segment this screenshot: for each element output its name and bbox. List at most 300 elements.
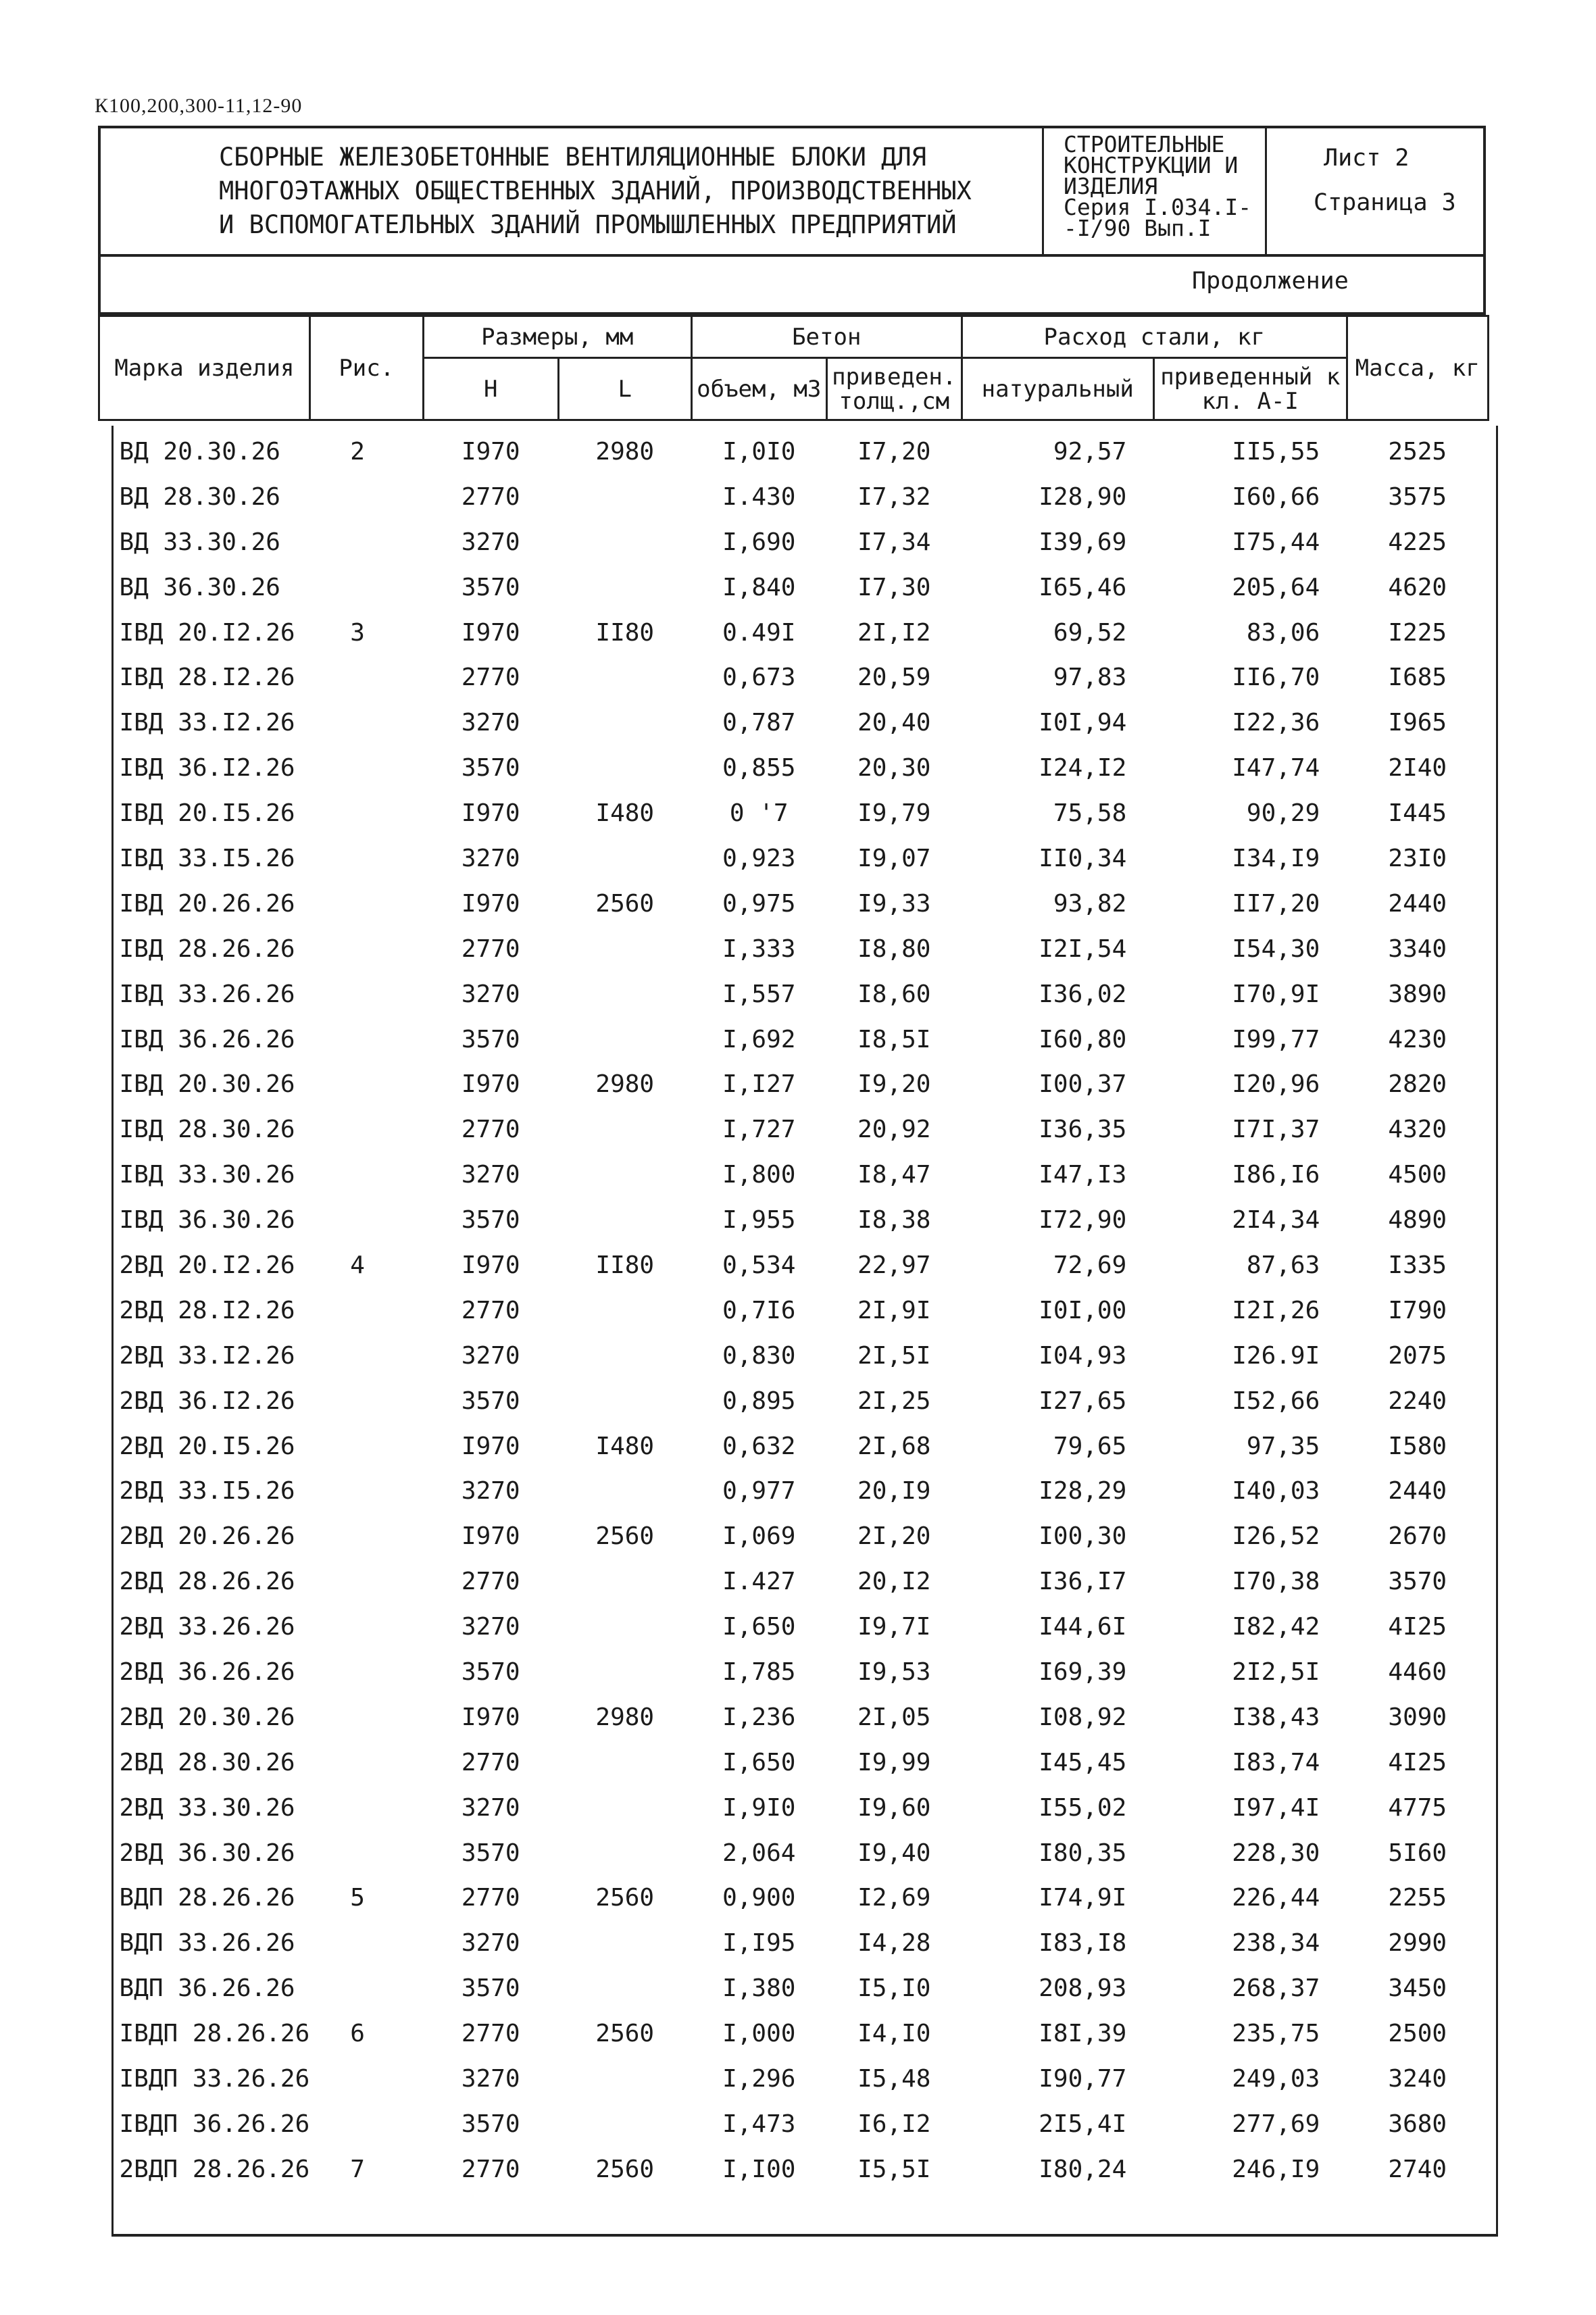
cell-volume: I,I95 <box>722 1929 796 1958</box>
cell-h: 3270 <box>461 2065 520 2093</box>
cell-volume: 0,830 <box>722 1341 796 1370</box>
cell-fig <box>309 1288 423 1333</box>
cell-reduced: I47,74 <box>1232 754 1320 782</box>
cell-reduced: 235,75 <box>1232 2020 1320 2048</box>
table-row <box>99 1649 1489 1695</box>
cell-l <box>558 1197 691 1243</box>
cell-natural: I8I,39 <box>1039 2020 1127 2048</box>
cell-natural: 75,58 <box>1053 799 1127 828</box>
table-row <box>99 2147 1489 2192</box>
cell-natural: I74,9I <box>1039 1884 1127 1912</box>
cell-mark: IВД 20.I5.26 <box>119 799 295 828</box>
table-row <box>99 1017 1489 1062</box>
cell-l <box>558 1966 691 2011</box>
cell-mark: 2ВДП 28.26.26 <box>119 2155 310 2183</box>
cell-h: 3570 <box>461 1206 520 1235</box>
cell-natural: I90,77 <box>1039 2065 1127 2093</box>
cell-mass: I685 <box>1388 664 1447 692</box>
cell-l <box>558 1831 691 1876</box>
cell-volume: I,955 <box>722 1206 796 1235</box>
cell-mark: 2ВД 20.26.26 <box>119 1522 295 1551</box>
cell-mass: 2990 <box>1388 1929 1447 1958</box>
cell-mark: ВД 28.30.26 <box>119 482 280 511</box>
col-volume: объем, м3 <box>691 358 826 420</box>
cell-mass: 2525 <box>1388 437 1447 466</box>
cell-l: 2980 <box>595 1703 655 1731</box>
cell-reduced: 238,34 <box>1232 1929 1320 1958</box>
cell-volume: I,650 <box>722 1613 796 1641</box>
cell-volume: 0,673 <box>722 664 796 692</box>
cell-h: 2770 <box>461 664 520 692</box>
cell-volume: I,333 <box>722 935 796 963</box>
col-reduced-thickness: приведен. толщ.,см <box>826 358 962 420</box>
table-row <box>99 1920 1489 1966</box>
cell-mark: 2ВД 20.I5.26 <box>119 1432 295 1460</box>
cell-l <box>558 1288 691 1333</box>
cell-natural: 92,57 <box>1053 437 1127 466</box>
cell-thickness: I7,30 <box>857 573 931 601</box>
cell-mark: IВД 36.I2.26 <box>119 754 295 782</box>
cell-h: 2770 <box>461 1568 520 1596</box>
table-row <box>99 1966 1489 2011</box>
table-row <box>99 1785 1489 1831</box>
cell-thickness: 20,92 <box>857 1116 931 1144</box>
cell-l <box>558 1920 691 1966</box>
cell-reduced: 2I2,5I <box>1232 1658 1320 1686</box>
cell-fig <box>309 1649 423 1695</box>
cell-h: 3270 <box>461 1477 520 1505</box>
cell-natural: I04,93 <box>1039 1341 1127 1370</box>
table-row <box>99 1740 1489 1785</box>
cell-fig <box>309 1785 423 1831</box>
cell-thickness: I9,53 <box>857 1658 931 1686</box>
cell-natural: I83,I8 <box>1039 1929 1127 1958</box>
cell-reduced: 90,29 <box>1246 799 1320 828</box>
cell-mass: 4I25 <box>1388 1613 1447 1641</box>
cell-volume: I,9I0 <box>722 1793 796 1822</box>
cell-natural: I24,I2 <box>1039 754 1127 782</box>
cell-reduced: 226,44 <box>1232 1884 1320 1912</box>
table-row <box>99 1468 1489 1514</box>
cell-volume: I,296 <box>722 2065 796 2093</box>
cell-mass: I790 <box>1388 1296 1447 1324</box>
cell-volume: 0,7I6 <box>722 1296 796 1324</box>
table-row <box>99 1288 1489 1333</box>
cell-volume: I,650 <box>722 1748 796 1776</box>
cell-l <box>558 1604 691 1649</box>
cell-natural: I27,65 <box>1039 1387 1127 1415</box>
data-table-wrapper <box>98 315 1489 2192</box>
cell-mark: 2ВД 20.I2.26 <box>119 1251 295 1279</box>
table-row <box>99 1559 1489 1604</box>
cell-natural: I2I,54 <box>1039 935 1127 963</box>
cell-fig <box>309 1062 423 1107</box>
title-line: МНОГОЭТАЖНЫХ ОБЩЕСТВЕННЫХ ЗДАНИЙ, ПРОИЗВОДСТВЕННЫХ <box>219 176 972 205</box>
table-row <box>99 836 1489 881</box>
cell-thickness: 20,59 <box>857 664 931 692</box>
cell-l: I480 <box>595 1432 655 1460</box>
cell-h: 2770 <box>461 1116 520 1144</box>
cell-reduced: I26.9I <box>1232 1341 1320 1370</box>
cell-mass: 2075 <box>1388 1341 1447 1370</box>
cell-reduced: I83,74 <box>1232 1748 1320 1776</box>
cell-l: 2560 <box>595 889 655 918</box>
cell-mark: 2ВД 36.26.26 <box>119 1658 295 1686</box>
cell-mark: 2ВД 36.30.26 <box>119 1839 295 1867</box>
cell-mass: 2440 <box>1388 889 1447 918</box>
title-line: И ВСПОМОГАТЕЛЬНЫХ ЗДАНИЙ ПРОМЫШЛЕННЫХ ПРЕДПРИЯТИЙ <box>219 210 957 239</box>
series-line: ИЗДЕЛИЯ <box>1064 173 1158 199</box>
cell-thickness: I8,38 <box>857 1206 931 1235</box>
cell-natural: I36,02 <box>1039 980 1127 1008</box>
cell-fig: 4 <box>350 1251 365 1279</box>
cell-fig <box>309 791 423 836</box>
cell-h: 3570 <box>461 754 520 782</box>
cell-h: 2770 <box>461 482 520 511</box>
table-row <box>99 520 1489 565</box>
cell-mark: IВД 28.26.26 <box>119 935 295 963</box>
cell-l <box>558 700 691 745</box>
cell-fig <box>309 565 423 610</box>
cell-volume: I,069 <box>722 1522 796 1551</box>
cell-volume: I,690 <box>722 528 796 556</box>
cell-h: 2770 <box>461 1296 520 1324</box>
cell-natural: I45,45 <box>1039 1748 1127 1776</box>
cell-thickness: I4,I0 <box>857 2020 931 2048</box>
cell-thickness: I6,I2 <box>857 2110 931 2138</box>
cell-natural: I80,35 <box>1039 1839 1127 1867</box>
col-l: L <box>558 358 691 420</box>
cell-reduced: 205,64 <box>1232 573 1320 601</box>
cell-fig: 6 <box>350 2020 365 2048</box>
cell-fig <box>309 1197 423 1243</box>
cell-thickness: I7,20 <box>857 437 931 466</box>
cell-h: 3270 <box>461 1929 520 1958</box>
cell-fig <box>309 926 423 972</box>
cell-reduced: I54,30 <box>1232 935 1320 963</box>
sheet-number: Лист 2 <box>1324 145 1410 172</box>
cell-mark: IВД 33.26.26 <box>119 980 295 1008</box>
cell-thickness: 2I,9I <box>857 1296 931 1324</box>
cell-thickness: 20,40 <box>857 709 931 737</box>
document-title <box>219 141 1131 242</box>
table-row <box>99 791 1489 836</box>
cell-l <box>558 655 691 700</box>
cell-volume: I,I27 <box>722 1070 796 1099</box>
cell-mark: 2ВД 28.I2.26 <box>119 1296 295 1324</box>
cell-mass: 4460 <box>1388 1658 1447 1686</box>
cell-mark: IВД 20.I2.26 <box>119 618 295 647</box>
cell-fig <box>309 1920 423 1966</box>
cell-mark: ВДП 36.26.26 <box>119 1974 295 2003</box>
cell-reduced: I86,I6 <box>1232 1161 1320 1189</box>
cell-l <box>558 1468 691 1514</box>
cell-thickness: 2I,05 <box>857 1703 931 1731</box>
cell-h: 2770 <box>461 935 520 963</box>
cell-l: II80 <box>595 618 655 647</box>
cell-reduced: I7I,37 <box>1232 1116 1320 1144</box>
cell-natural: I47,I3 <box>1039 1161 1127 1189</box>
cell-natural: I28,90 <box>1039 482 1127 511</box>
cell-natural: 208,93 <box>1039 1974 1127 2003</box>
cell-mark: 2ВД 33.I5.26 <box>119 1477 295 1505</box>
cell-h: 2770 <box>461 1748 520 1776</box>
cell-h: I970 <box>461 799 520 828</box>
cell-volume: I,557 <box>722 980 796 1008</box>
cell-mass: I225 <box>1388 618 1447 647</box>
cell-fig <box>309 1559 423 1604</box>
cell-l <box>558 972 691 1017</box>
cell-mark: IВД 20.30.26 <box>119 1070 295 1099</box>
cell-l <box>558 926 691 972</box>
cell-mass: 4I25 <box>1388 1748 1447 1776</box>
cell-reduced: II7,20 <box>1232 889 1320 918</box>
cell-reduced: I70,38 <box>1232 1568 1320 1596</box>
cell-thickness: I7,34 <box>857 528 931 556</box>
cell-thickness: I5,48 <box>857 2065 931 2093</box>
cell-mass: 4890 <box>1388 1206 1447 1235</box>
cell-volume: 0,923 <box>722 844 796 872</box>
series-line: СТРОИТЕЛЬНЫЕ <box>1064 131 1225 157</box>
cell-natural: I28,29 <box>1039 1477 1127 1505</box>
cell-fig: 5 <box>350 1884 365 1912</box>
cell-fig <box>309 474 423 520</box>
col-natural: натуральный <box>962 358 1153 420</box>
cell-mass: I580 <box>1388 1432 1447 1460</box>
cell-thickness: 2I,I2 <box>857 618 931 647</box>
series-line: КОНСТРУКЦИИ И <box>1064 152 1239 178</box>
continuation-label: Продолжение <box>1192 268 1349 295</box>
series-line: Серия I.034.I- <box>1064 194 1252 220</box>
cell-mass: 2500 <box>1388 2020 1447 2048</box>
cell-l: I480 <box>595 799 655 828</box>
cell-h: 3570 <box>461 573 520 601</box>
cell-l <box>558 836 691 881</box>
col-steel: Расход стали, кг <box>962 316 1347 358</box>
cell-mass: 5I60 <box>1388 1839 1447 1867</box>
cell-fig <box>309 1514 423 1559</box>
cell-fig <box>309 520 423 565</box>
col-mark: Марка изделия <box>99 316 310 420</box>
cell-natural: I60,80 <box>1039 1025 1127 1053</box>
cell-h: 3570 <box>461 1658 520 1686</box>
cell-volume: 0 '7 <box>729 799 789 828</box>
cell-volume: 0,787 <box>722 709 796 737</box>
cell-natural: I36,I7 <box>1039 1568 1127 1596</box>
cell-mass: 3890 <box>1388 980 1447 1008</box>
cell-mass: 3090 <box>1388 1703 1447 1731</box>
cell-volume: I.427 <box>722 1568 796 1596</box>
cell-l <box>558 474 691 520</box>
cell-h: I970 <box>461 1251 520 1279</box>
cell-l: 2560 <box>595 2155 655 2183</box>
table-row <box>99 2056 1489 2101</box>
cell-thickness: I9,20 <box>857 1070 931 1099</box>
cell-thickness: I8,80 <box>857 935 931 963</box>
table-row <box>99 972 1489 1017</box>
cell-mass: 4500 <box>1388 1161 1447 1189</box>
cell-volume: I,785 <box>722 1658 796 1686</box>
cell-volume: I,473 <box>722 2110 796 2138</box>
title-block <box>98 126 1486 257</box>
cell-mass: 2440 <box>1388 1477 1447 1505</box>
cell-thickness: I9,33 <box>857 889 931 918</box>
cell-fig <box>309 745 423 791</box>
cell-mark: 2ВД 33.I2.26 <box>119 1341 295 1370</box>
cell-reduced: 277,69 <box>1232 2110 1320 2138</box>
cell-h: I970 <box>461 1070 520 1099</box>
table-row <box>99 474 1489 520</box>
cell-fig <box>309 972 423 1017</box>
cell-thickness: I9,7I <box>857 1613 931 1641</box>
cell-thickness: I2,69 <box>857 1884 931 1912</box>
cell-l <box>558 565 691 610</box>
table-row <box>99 1514 1489 1559</box>
cell-volume: 0,895 <box>722 1387 796 1415</box>
cell-thickness: I5,I0 <box>857 1974 931 2003</box>
cell-fig <box>309 655 423 700</box>
series-line: -I/90 Вып.I <box>1064 215 1212 241</box>
cell-thickness: 2I,5I <box>857 1341 931 1370</box>
cell-volume: I,727 <box>722 1116 796 1144</box>
cell-l: II80 <box>595 1251 655 1279</box>
cell-natural: I65,46 <box>1039 573 1127 601</box>
cell-l: 2560 <box>595 1884 655 1912</box>
cell-mark: IВД 28.I2.26 <box>119 664 295 692</box>
table-row <box>99 1604 1489 1649</box>
cell-l <box>558 1378 691 1424</box>
col-mass: Масса, кг <box>1347 316 1488 420</box>
cell-reduced: I60,66 <box>1232 482 1320 511</box>
cell-volume: 0,632 <box>722 1432 796 1460</box>
cell-reduced: I22,36 <box>1232 709 1320 737</box>
cell-volume: 0,975 <box>722 889 796 918</box>
col-fig: Рис. <box>309 316 423 420</box>
cell-fig <box>309 700 423 745</box>
cell-mass: 3575 <box>1388 482 1447 511</box>
cell-volume: I,I00 <box>722 2155 796 2183</box>
continuation-bar <box>98 257 1486 315</box>
cell-mass: 2I40 <box>1388 754 1447 782</box>
cell-h: I970 <box>461 1432 520 1460</box>
table-row <box>99 1197 1489 1243</box>
cell-mark: 2ВД 33.26.26 <box>119 1613 295 1641</box>
cell-reduced: I97,4I <box>1232 1793 1320 1822</box>
cell-l <box>558 1649 691 1695</box>
cell-mark: 2ВД 33.30.26 <box>119 1793 295 1822</box>
cell-h: 3570 <box>461 1025 520 1053</box>
cell-reduced: I26,52 <box>1232 1522 1320 1551</box>
series-info <box>1064 131 1266 241</box>
cell-natural: I80,24 <box>1039 2155 1127 2183</box>
cell-mark: ВДП 33.26.26 <box>119 1929 295 1958</box>
cell-volume: 0.49I <box>722 618 796 647</box>
table-row <box>99 1378 1489 1424</box>
cell-fig <box>309 1152 423 1197</box>
cell-fig <box>309 1740 423 1785</box>
cell-fig <box>309 1424 423 1469</box>
cell-thickness: 22,97 <box>857 1251 931 1279</box>
cell-volume: 2,064 <box>722 1839 796 1867</box>
cell-thickness: 20,I9 <box>857 1477 931 1505</box>
cell-natural: 2I5,4I <box>1039 2110 1127 2138</box>
cell-h: 2770 <box>461 2020 520 2048</box>
cell-thickness: I8,60 <box>857 980 931 1008</box>
cell-l <box>558 1017 691 1062</box>
cell-h: 2770 <box>461 1884 520 1912</box>
cell-natural: I36,35 <box>1039 1116 1127 1144</box>
table-row <box>99 655 1489 700</box>
col-h: H <box>423 358 558 420</box>
cell-reduced: I2I,26 <box>1232 1296 1320 1324</box>
cell-mark: IВД 36.30.26 <box>119 1206 295 1235</box>
cell-thickness: I8,47 <box>857 1161 931 1189</box>
cell-fig <box>309 1966 423 2011</box>
cell-mark: ВДП 28.26.26 <box>119 1884 295 1912</box>
cell-fig: 2 <box>350 437 365 466</box>
cell-reduced: 249,03 <box>1232 2065 1320 2093</box>
table-row <box>99 1876 1489 1921</box>
cell-h: 3570 <box>461 1839 520 1867</box>
cell-volume: I.430 <box>722 482 796 511</box>
cell-natural: II0,34 <box>1039 844 1127 872</box>
cell-fig <box>309 1695 423 1740</box>
cell-l <box>558 2101 691 2147</box>
cell-mark: IВД 20.26.26 <box>119 889 295 918</box>
table-row <box>99 700 1489 745</box>
cell-reduced: I75,44 <box>1232 528 1320 556</box>
cell-thickness: I5,5I <box>857 2155 931 2183</box>
table-row <box>99 1062 1489 1107</box>
cell-mark: IВД 36.26.26 <box>119 1025 295 1053</box>
cell-thickness: I4,28 <box>857 1929 931 1958</box>
cell-fig <box>309 836 423 881</box>
document-code: К100,200,300-11,12-90 <box>95 95 303 117</box>
cell-l <box>558 1785 691 1831</box>
cell-volume: I,380 <box>722 1974 796 2003</box>
cell-mass: 3240 <box>1388 2065 1447 2093</box>
cell-natural: I69,39 <box>1039 1658 1127 1686</box>
cell-mark: ВД 20.30.26 <box>119 437 280 466</box>
cell-volume: I,000 <box>722 2020 796 2048</box>
cell-natural: I00,37 <box>1039 1070 1127 1099</box>
title-line: СБОРНЫЕ ЖЕЛЕЗОБЕТОННЫЕ ВЕНТИЛЯЦИОННЫЕ БЛОКИ ДЛЯ <box>219 143 926 172</box>
cell-natural: I08,92 <box>1039 1703 1127 1731</box>
cell-h: 3270 <box>461 528 520 556</box>
table-row <box>99 565 1489 610</box>
table-row <box>99 1243 1489 1288</box>
cell-reduced: 97,35 <box>1246 1432 1320 1460</box>
cell-volume: 0,977 <box>722 1477 796 1505</box>
cell-natural: 97,83 <box>1053 664 1127 692</box>
cell-h: 3270 <box>461 1341 520 1370</box>
cell-volume: I,800 <box>722 1161 796 1189</box>
cell-mark: IВДП 36.26.26 <box>119 2110 310 2138</box>
cell-thickness: I9,79 <box>857 799 931 828</box>
table-row <box>99 1695 1489 1740</box>
cell-natural: 93,82 <box>1053 889 1127 918</box>
cell-fig <box>309 1107 423 1152</box>
cell-reduced: 2I4,34 <box>1232 1206 1320 1235</box>
cell-h: I970 <box>461 889 520 918</box>
cell-reduced: I20,96 <box>1232 1070 1320 1099</box>
cell-thickness: 2I,25 <box>857 1387 931 1415</box>
data-table <box>98 315 1489 2192</box>
cell-thickness: 20,I2 <box>857 1568 931 1596</box>
cell-thickness: 2I,20 <box>857 1522 931 1551</box>
cell-l <box>558 520 691 565</box>
cell-fig <box>309 1017 423 1062</box>
